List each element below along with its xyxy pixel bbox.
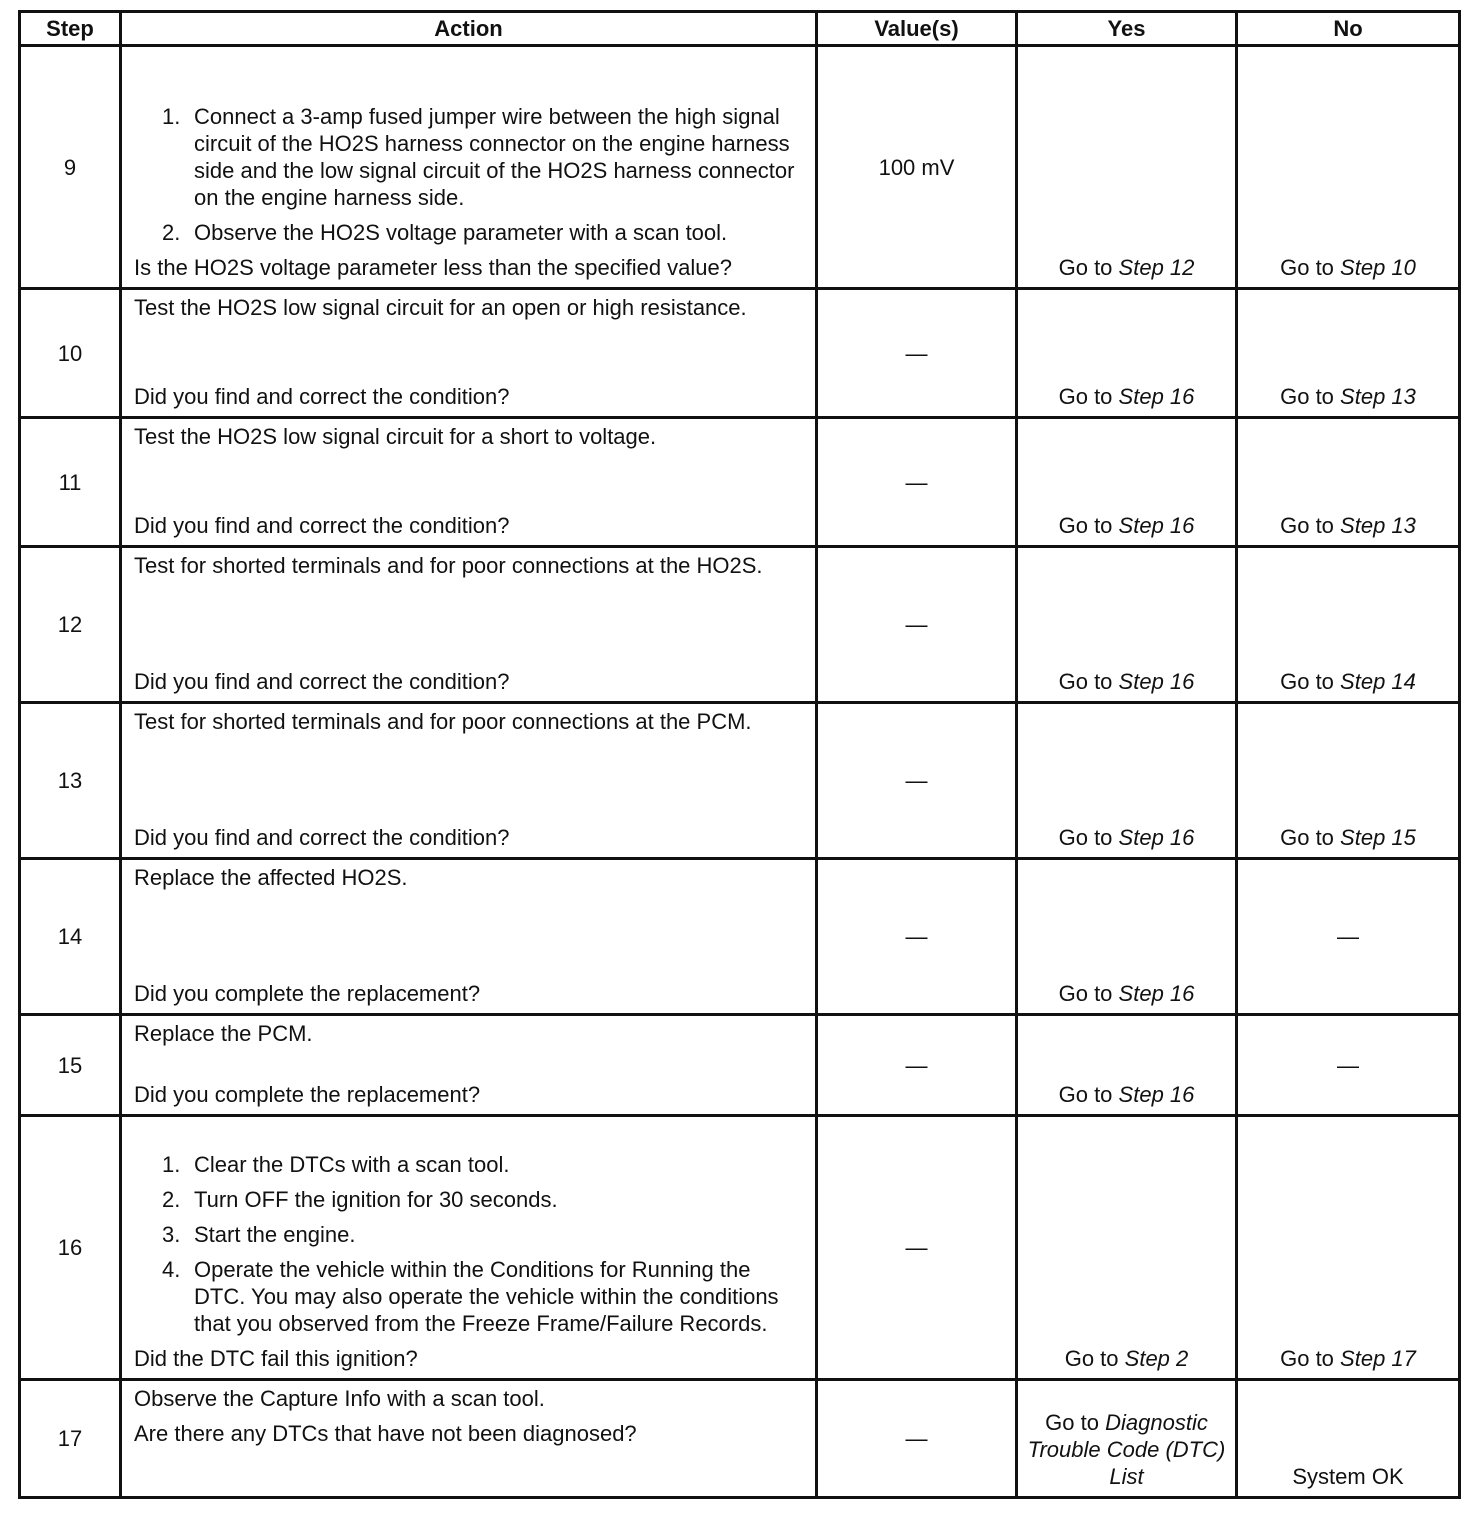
action-question: Did the DTC fail this ignition? <box>134 1346 418 1371</box>
action-cell <box>121 289 817 418</box>
table-row <box>20 547 1460 703</box>
yes-cell <box>1017 1380 1237 1498</box>
no-cell <box>1237 703 1460 859</box>
goto-prefix: Go to <box>1058 384 1113 409</box>
no-cell <box>1237 1116 1460 1380</box>
step-number: 10 <box>20 289 121 418</box>
no-cell: — <box>1237 859 1460 1015</box>
dtc-list-link[interactable]: Diagnostic Trouble Code (DTC) List <box>1027 1410 1226 1489</box>
value-cell: — <box>817 547 1017 703</box>
goto-prefix: Go to <box>1280 513 1334 538</box>
goto-prefix: Go to <box>1280 1346 1334 1371</box>
value-cell: — <box>817 1116 1017 1380</box>
action-text: Test for shorted terminals and for poor connections at the HO2S. <box>134 553 763 578</box>
value-cell: — <box>817 1380 1017 1498</box>
no-step-link[interactable]: Step 13 <box>1340 384 1416 409</box>
goto-prefix: Go to <box>1280 669 1334 694</box>
step-number: 16 <box>20 1116 121 1380</box>
action-question: Are there any DTCs that have not been diagnosed? <box>134 1421 637 1446</box>
action-list <box>134 103 805 246</box>
yes-cell <box>1017 1116 1237 1380</box>
action-text: Replace the PCM. <box>134 1021 313 1046</box>
table-row <box>20 1116 1460 1380</box>
step-number: 12 <box>20 547 121 703</box>
no-step-link[interactable]: Step 14 <box>1340 669 1416 694</box>
no-step-link[interactable]: Step 13 <box>1340 513 1416 538</box>
action-question: Did you find and correct the condition? <box>134 669 510 694</box>
yes-cell <box>1017 46 1237 289</box>
list-item-text: Clear the DTCs with a scan tool. <box>194 1152 510 1177</box>
action-cell <box>121 859 817 1015</box>
yes-step-link[interactable]: Step 16 <box>1118 825 1195 850</box>
step-number: 13 <box>20 703 121 859</box>
goto-prefix: Go to <box>1045 1410 1099 1435</box>
goto-prefix: Go to <box>1058 825 1113 850</box>
yes-step-link[interactable]: Step 16 <box>1118 1082 1195 1107</box>
yes-cell <box>1017 289 1237 418</box>
action-text: Test the HO2S low signal circuit for a short to voltage. <box>134 424 657 449</box>
goto-prefix: Go to <box>1058 1082 1113 1107</box>
yes-cell <box>1017 859 1237 1015</box>
value-cell: — <box>817 418 1017 547</box>
yes-step-link[interactable]: Step 16 <box>1118 669 1195 694</box>
list-item: 2. Observe the HO2S voltage parameter with a scan tool. <box>162 220 728 245</box>
action-question: Did you complete the replacement? <box>134 981 481 1006</box>
header-no: No <box>1237 12 1460 46</box>
no-cell <box>1237 46 1460 289</box>
yes-cell <box>1017 418 1237 547</box>
no-cell <box>1237 547 1460 703</box>
yes-cell <box>1017 547 1237 703</box>
value-cell: — <box>817 1015 1017 1116</box>
goto-prefix: Go to <box>1280 384 1334 409</box>
yes-step-link[interactable]: Step 16 <box>1118 384 1195 409</box>
action-question: Is the HO2S voltage parameter less than the specified value? <box>134 255 733 280</box>
action-question: Did you find and correct the condition? <box>134 513 510 538</box>
action-text: Observe the Capture Info with a scan tool. <box>134 1386 545 1411</box>
table-row <box>20 1380 1460 1498</box>
list-item-text: Operate the vehicle within the Conditions for Running the DTC. You may also operate the vehicle within the conditions that you observed from the Freeze Frame/Failure Records. <box>194 1257 779 1336</box>
step-number: 11 <box>20 418 121 547</box>
no-cell: System OK <box>1237 1380 1460 1498</box>
action-cell <box>121 703 817 859</box>
no-step-link[interactable]: Step 10 <box>1340 255 1416 280</box>
header-values: Value(s) <box>817 12 1017 46</box>
table-row <box>20 418 1460 547</box>
action-cell <box>121 1116 817 1380</box>
header-yes: Yes <box>1017 12 1237 46</box>
goto-prefix: Go to <box>1280 255 1334 280</box>
list-item: 4. Operate the vehicle within the Conditions for Running the DTC. You may also operate the vehicle within the conditions that you observed from the Freeze Frame/Failure Records. <box>162 1257 779 1336</box>
value-cell: — <box>817 859 1017 1015</box>
table-row <box>20 46 1460 289</box>
list-item: 1. Connect a 3-amp fused jumper wire between the high signal circuit of the HO2S harness connector on the engine harness side and the low signal circuit of the HO2S harness connector on the engine harness side. <box>162 104 795 210</box>
header-row <box>20 12 1460 46</box>
action-text: Test the HO2S low signal circuit for an open or high resistance. <box>134 295 747 320</box>
list-item: 2. Turn OFF the ignition for 30 seconds. <box>162 1187 558 1212</box>
table-row <box>20 859 1460 1015</box>
step-number: 15 <box>20 1015 121 1116</box>
no-step-link[interactable]: Step 17 <box>1340 1346 1416 1371</box>
table-row <box>20 703 1460 859</box>
no-step-link[interactable]: Step 15 <box>1340 825 1416 850</box>
yes-step-link[interactable]: Step 16 <box>1118 981 1195 1006</box>
yes-step-link[interactable]: Step 2 <box>1124 1346 1189 1371</box>
list-item-text: Turn OFF the ignition for 30 seconds. <box>194 1187 558 1212</box>
action-text: Replace the affected HO2S. <box>134 865 408 890</box>
goto-prefix: Go to <box>1058 255 1113 280</box>
action-cell <box>121 547 817 703</box>
yes-cell <box>1017 703 1237 859</box>
list-item: 3. Start the engine. <box>162 1222 356 1247</box>
yes-step-link[interactable]: Step 16 <box>1118 513 1195 538</box>
no-cell <box>1237 418 1460 547</box>
action-cell <box>121 418 817 547</box>
goto-prefix: Go to <box>1064 1346 1119 1371</box>
value-cell: — <box>817 703 1017 859</box>
goto-prefix: Go to <box>1280 825 1334 850</box>
action-question: Did you find and correct the condition? <box>134 825 510 850</box>
action-cell <box>121 1015 817 1116</box>
action-list <box>134 1151 805 1337</box>
table-row <box>20 1015 1460 1116</box>
action-cell <box>121 46 817 289</box>
header-action: Action <box>121 12 817 46</box>
goto-prefix: Go to <box>1058 669 1113 694</box>
no-cell: — <box>1237 1015 1460 1116</box>
action-text: Test for shorted terminals and for poor connections at the PCM. <box>134 709 752 734</box>
header-step: Step <box>20 12 121 46</box>
list-item-text: Connect a 3-amp fused jumper wire between the high signal circuit of the HO2S harness connector on the engine harness side and the low signal circuit of the HO2S harness connector on the engine harness side. <box>194 104 795 210</box>
table-row <box>20 289 1460 418</box>
value-cell: — <box>817 289 1017 418</box>
step-number: 17 <box>20 1380 121 1498</box>
step-number: 14 <box>20 859 121 1015</box>
list-item-text: Start the engine. <box>194 1222 356 1247</box>
step-number: 9 <box>20 46 121 289</box>
action-cell <box>121 1380 817 1498</box>
yes-cell <box>1017 1015 1237 1116</box>
action-question: Did you find and correct the condition? <box>134 384 510 409</box>
list-item-text: Observe the HO2S voltage parameter with a scan tool. <box>194 220 728 245</box>
goto-prefix: Go to <box>1058 513 1113 538</box>
yes-step-link[interactable]: Step 12 <box>1118 255 1195 280</box>
diagnostic-table <box>18 10 1461 1499</box>
value-cell: 100 mV <box>817 46 1017 289</box>
action-question: Did you complete the replacement? <box>134 1082 481 1107</box>
no-cell <box>1237 289 1460 418</box>
list-item: 1. Clear the DTCs with a scan tool. <box>162 1152 510 1177</box>
goto-prefix: Go to <box>1058 981 1113 1006</box>
